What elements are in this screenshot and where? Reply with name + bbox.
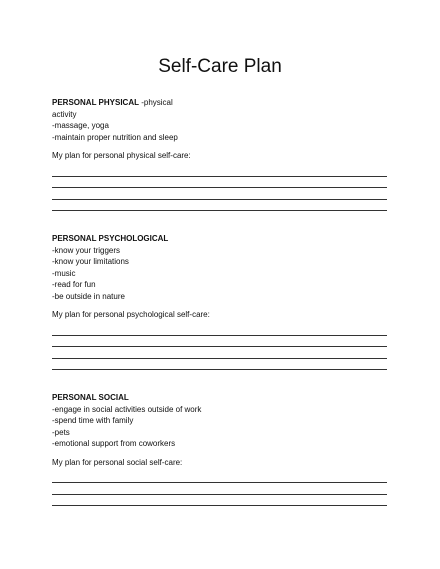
writing-line[interactable] [52, 166, 387, 177]
list-item: activity [52, 109, 77, 119]
writing-line[interactable] [52, 483, 387, 494]
writing-line[interactable] [52, 325, 387, 336]
list-item: -engage in social activities outside of work [52, 404, 202, 414]
section-personal-social [52, 392, 392, 506]
list-item: -massage, yoga [52, 121, 109, 130]
writing-line[interactable] [52, 336, 387, 347]
section-heading-line [52, 97, 392, 109]
writing-line[interactable] [52, 177, 387, 188]
section-heading: PERSONAL PSYCHOLOGICAL [52, 234, 169, 243]
list-item: -know your triggers [52, 245, 121, 255]
section-personal-physical [52, 97, 392, 211]
list-item: -maintain proper nutrition and sleep [52, 132, 178, 142]
writing-line[interactable] [52, 359, 387, 370]
writing-lines [52, 472, 387, 506]
page-title: Self-Care Plan [158, 56, 282, 77]
plan-label: My plan for personal physical self-care: [52, 151, 191, 160]
writing-lines [52, 325, 387, 371]
writing-line[interactable] [52, 200, 387, 211]
plan-label: My plan for personal social self-care: [52, 457, 183, 467]
list-item: -emotional support from coworkers [52, 439, 176, 448]
writing-lines [52, 166, 387, 212]
list-item: -read for fun [52, 280, 96, 289]
heading-trailing-text: -physical [138, 98, 173, 107]
list-item: -pets [52, 427, 70, 437]
writing-line[interactable] [52, 472, 387, 483]
section-heading: PERSONAL SOCIAL [52, 393, 129, 402]
list-item: -be outside in nature [52, 291, 125, 301]
list-item: -music [52, 268, 76, 278]
section-personal-psychological [52, 233, 392, 370]
list-item: -know your limitations [52, 257, 129, 266]
plan-label: My plan for personal psychological self-care: [52, 310, 210, 319]
writing-line[interactable] [52, 347, 387, 358]
list-item: -spend time with family [52, 416, 134, 425]
section-heading: PERSONAL PHYSICAL [52, 98, 139, 107]
writing-line[interactable] [52, 188, 387, 199]
writing-line[interactable] [52, 495, 387, 506]
